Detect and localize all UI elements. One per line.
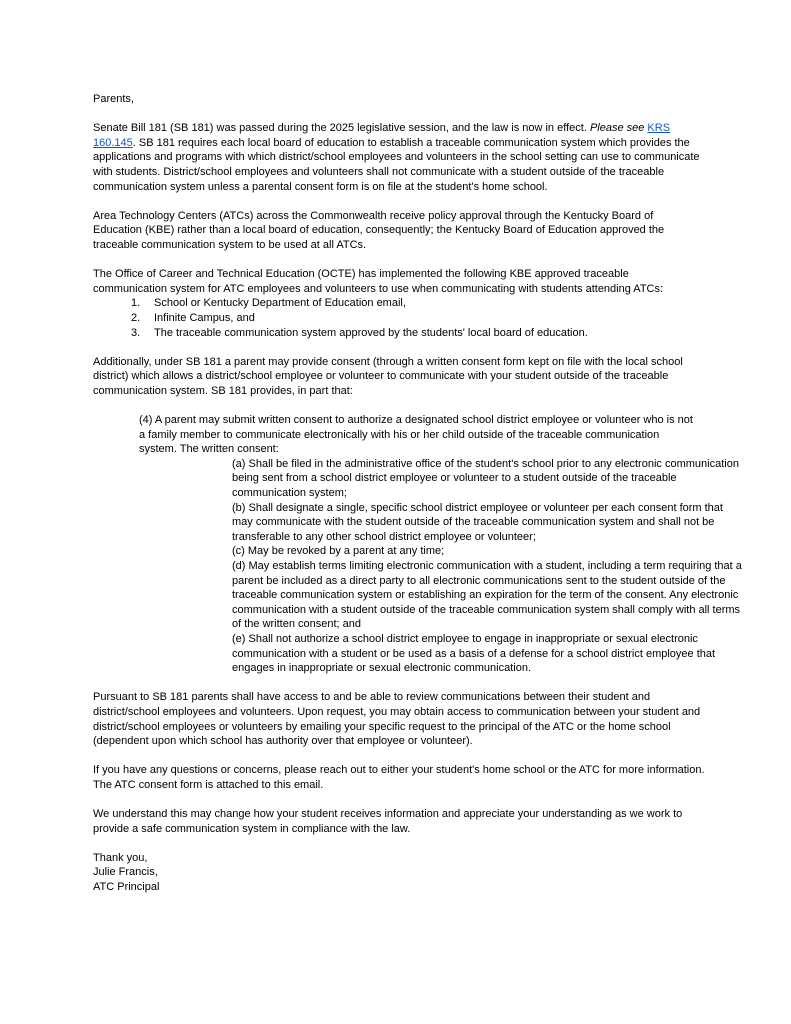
letter-body [93, 92, 742, 895]
statute-item-d: (d) May establish terms limiting electronic communication with a student, including a term requiring that a parent be included as a direct party to all electronic communications sent to the student outside of the traceable communication system or establishing an expiration for the term of the consent. Any electronic communication with a student outside of the traceable communication system shall comply with all terms of the written consent; and [232, 560, 742, 631]
krs-link[interactable]: KRS 160.145 [93, 122, 671, 149]
signature-block [93, 851, 705, 895]
statute-intro: (4) A parent may submit written consent to authorize a designated school district employee or volunteer who is not a family member to communicate electronically with his or her child outside of the traceable communication system. The written consent: [139, 414, 693, 456]
paragraph-atc-policy: Area Technology Centers (ATCs) across the Commonwealth receive policy approval through the Kentucky Board of Education (KBE) rather than a local board of education, consequently; the Kentucky Board of Education approved the traceable communication system to be used at all ATCs. [93, 209, 665, 251]
para1-italic: Please see [589, 122, 648, 135]
signer-title: ATC Principal [93, 881, 160, 894]
closing: Thank you, [93, 851, 148, 864]
paragraph-sb181-intro [93, 121, 705, 194]
statute-item-a: (a) Shall be filed in the administrative office of the student's school prior to any electronic communication being sent from a school district employee or volunteer to a student outside of the traceable communication system; [232, 457, 739, 500]
statute-subsections [232, 457, 745, 676]
paragraph-access: Pursuant to SB 181 parents shall have access to and be able to review communications between their student and district/school employees and volunteers. Upon request, you may obtain access to communication between your student and district/school employees or volunteers by emailing your specific request to the principal of the ATC or the home school (dependent upon which school has authority over that employee or volunteer). [93, 691, 701, 748]
statute-item-e: (e) Shall not authorize a school district employee to engage in inappropriate or sexual electronic communication with a student or be used as a basis of a defense for a school district employee that engages in inappropriate or sexual electronic communication. [232, 632, 716, 675]
paragraph-understanding: We understand this may change how your student receives information and appreciate your understanding as we work to provide a safe communication system in compliance with the law. [93, 808, 683, 835]
statute-item-b: (b) Shall designate a single, specific school district employee or volunteer per each consent form that may communicate with the student outside of the traceable communication system and shall not be transferable to any other school district employee or volunteer; [232, 501, 723, 543]
paragraph-questions: If you have any questions or concerns, please reach out to either your student's home school or the ATC for more information. The ATC consent form is attached to this email. [93, 764, 705, 791]
list-item: 3. The traceable communication system approved by the students' local board of education. [131, 326, 588, 339]
paragraph-octe: The Office of Career and Technical Education (OCTE) has implemented the following KBE approved traceable communication system for ATC employees and volunteers to use when communicating with students attending ATCs: [93, 268, 664, 295]
signer-name: Julie Francis, [93, 866, 158, 879]
salutation: Parents, [93, 93, 134, 105]
list-item: 1. School or Kentucky Department of Education email, [131, 297, 406, 310]
approved-systems-list [93, 296, 705, 340]
list-item: 2. Infinite Campus, and [131, 311, 255, 324]
paragraph-consent: Additionally, under SB 181 a parent may provide consent (through a written consent form kept on file with the local school district) which allows a district/school employee or volunteer to communicate with your student outside of the traceable communication system. SB 181 provides, in part that: [93, 355, 683, 397]
para1-text-after: . SB 181 requires each local board of education to establish a traceable communication system which provides the applications and programs with which district/school employees and volunteers in the school setting can use to communicate with students. District/school employees and volunteers shall not communicate with a student outside of the traceable communication system unless a parental consent form is on file at the student's home school. [93, 136, 700, 193]
statute-quote [139, 413, 742, 676]
statute-item-c: (c) May be revoked by a parent at any time; [232, 545, 445, 558]
para1-text-before: Senate Bill 181 (SB 181) was passed during the 2025 legislative session, and the law is now in effect. [93, 122, 590, 135]
